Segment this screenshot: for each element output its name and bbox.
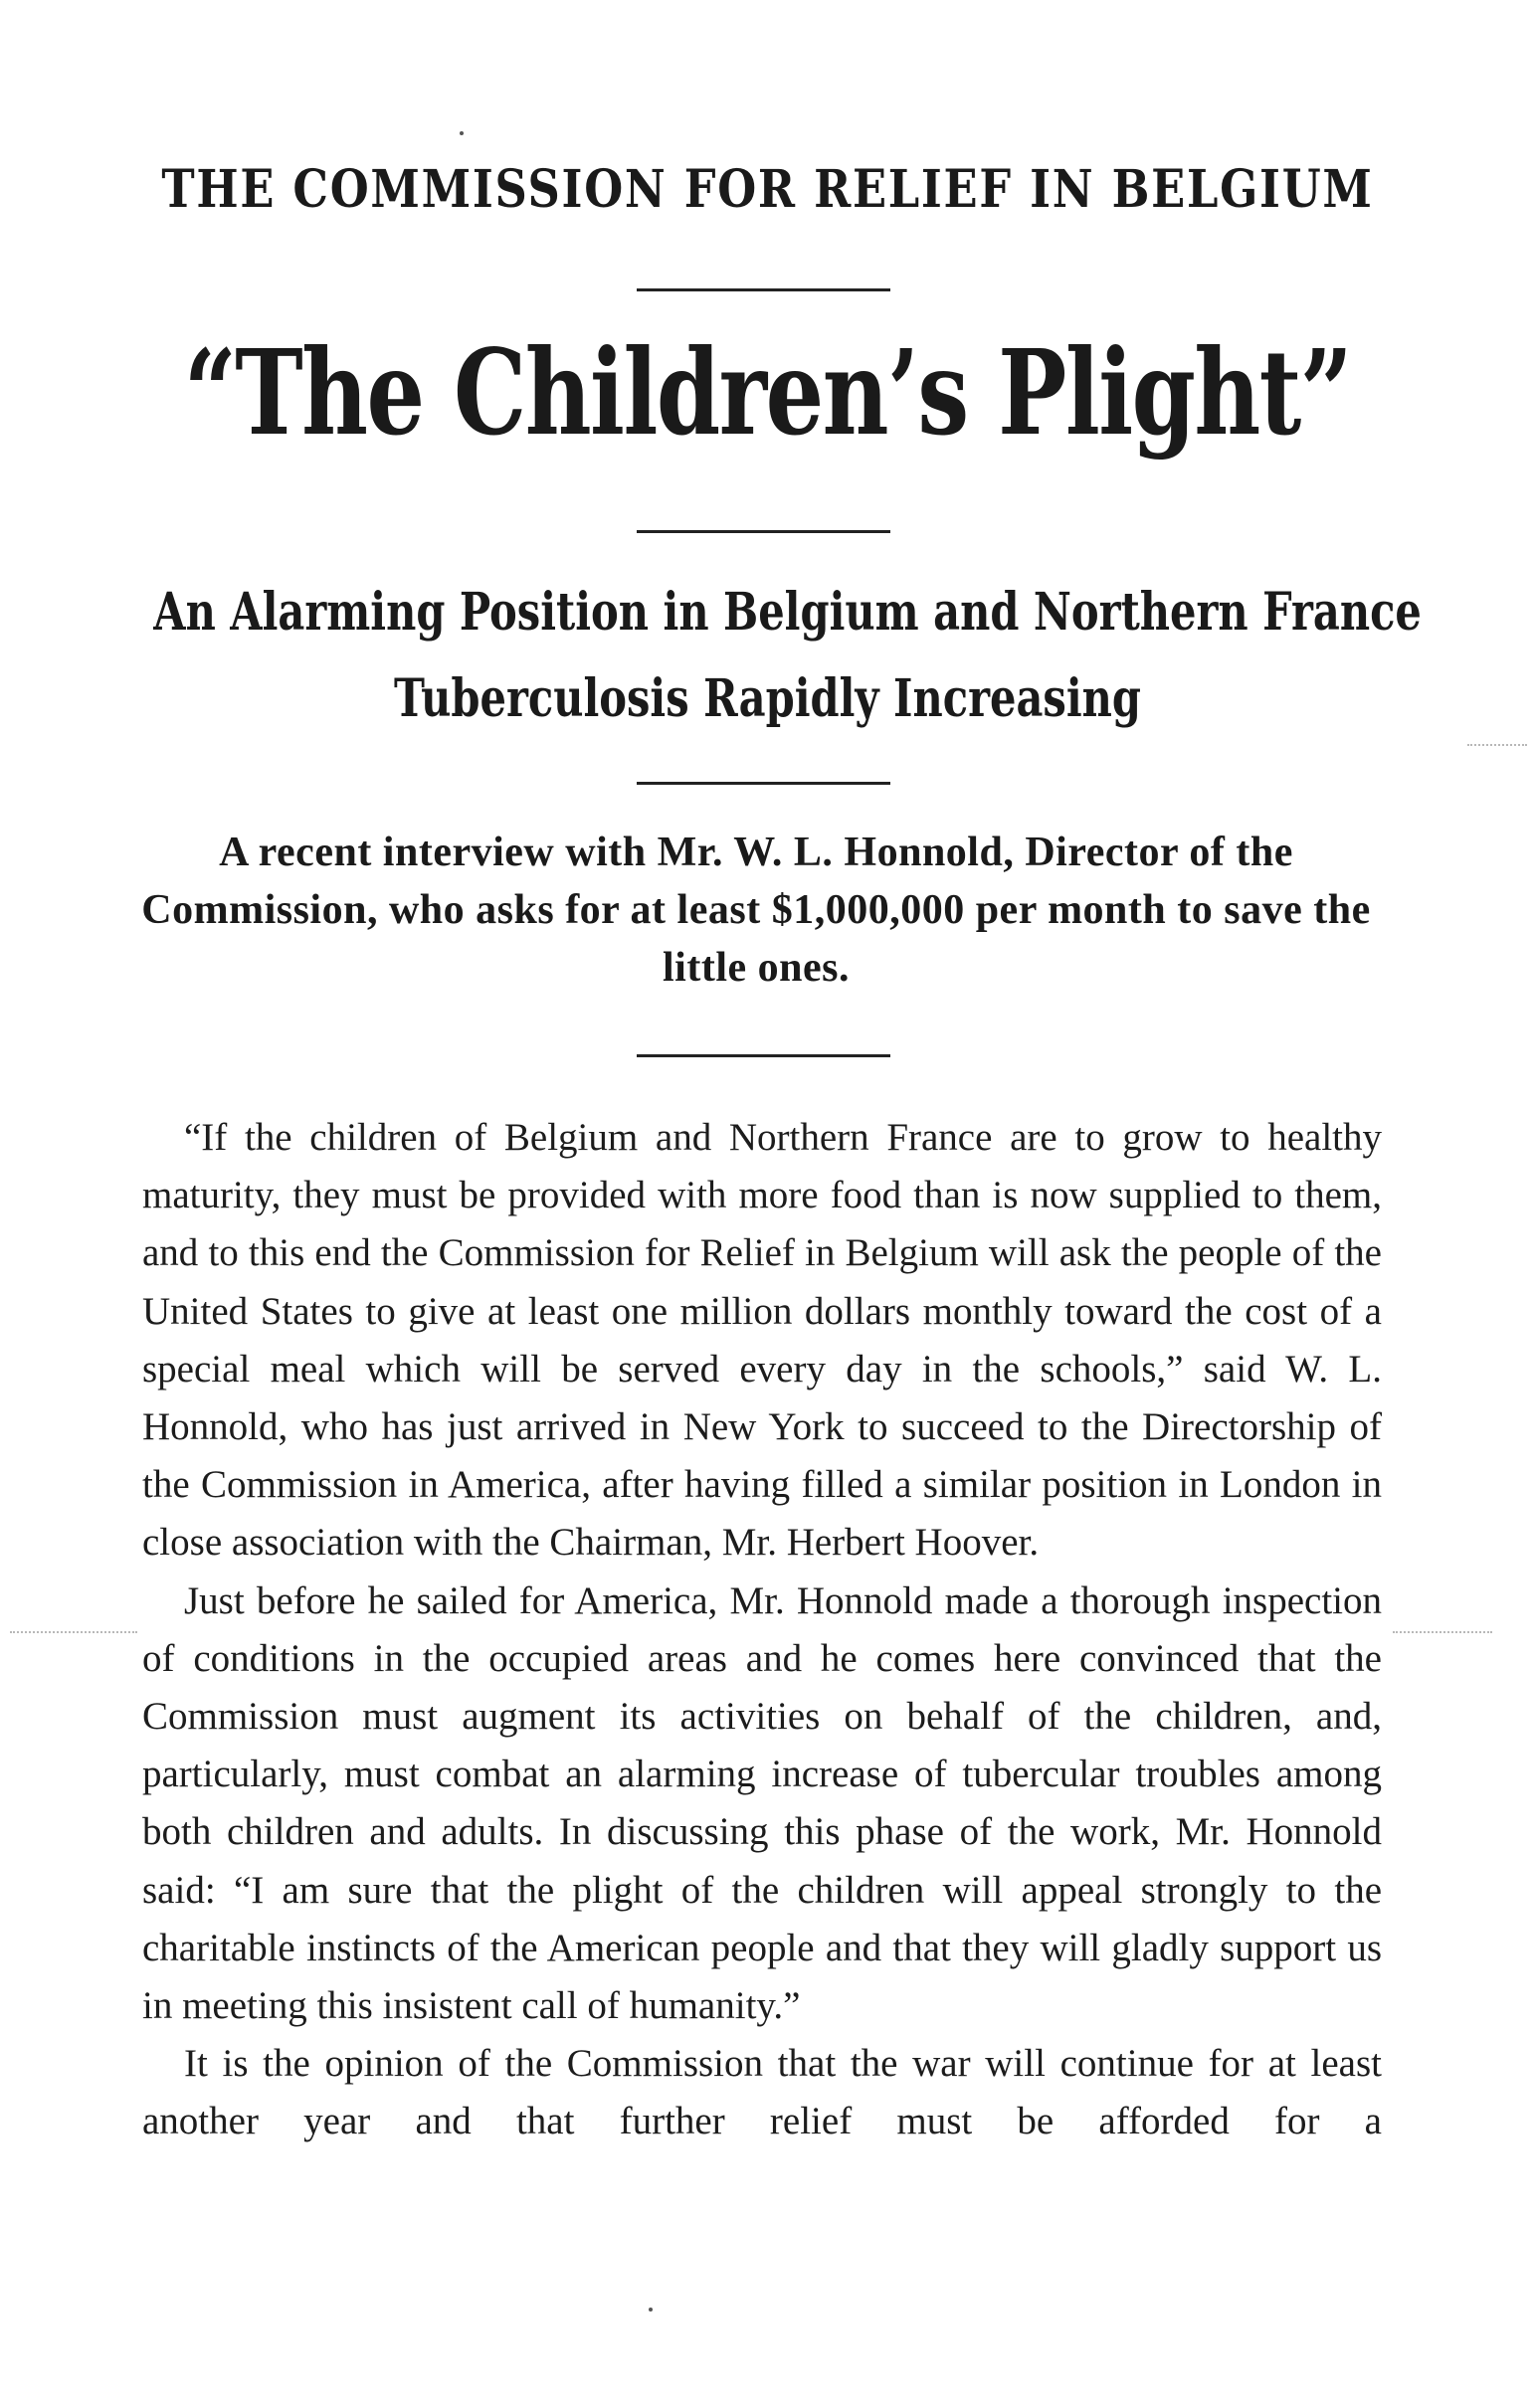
scan-speck (649, 2308, 653, 2312)
paragraph: It is the opinion of the Commission that the war will continue for at least another year and that further relief must be afforded for a (142, 2042, 1382, 2143)
subheading-tuberculosis: Tuberculosis Rapidly Increasing (394, 668, 1141, 729)
intro-summary: A recent interview with Mr. W. L. Honnold, Director of the Commission, who asks for at least $1,000,000 per month to save the little ones. (141, 830, 1371, 991)
page-title: “The Children’s Plight” (183, 323, 1352, 462)
organization-heading: THE COMMISSION FOR RELIEF IN BELGIUM (161, 159, 1374, 220)
scan-smudge (1467, 744, 1527, 747)
paragraph: Just before he sailed for America, Mr. Honnold made a thorough inspection of conditions in the occupied areas and he comes here convinced that the Commission must augment its activities on behalf of the children, and, particularly, must combat an alarming increase of tubercular troubles among both children and adults. In discussing this phase of the work, Mr. Honnold said: “I am sure that the plight of the children will appeal strongly to the charitable instincts of the American people and that they will gladly support us in meeting this insistent call of humanity.” (142, 1578, 1382, 2028)
scan-smudge (10, 1631, 137, 1634)
scan-smudge (1393, 1631, 1492, 1634)
scan-speck (460, 131, 464, 135)
divider-rule (637, 1054, 890, 1057)
article-body (142, 1109, 1382, 2151)
subheading-position: An Alarming Position in Belgium and Northern France (153, 582, 1422, 643)
divider-rule (637, 530, 890, 533)
paragraph: “If the children of Belgium and Northern France are to grow to healthy maturity, they must be provided with more food than is now supplied to them, and to this end the Commission for Relief in Belgium will ask the people of the United States to give at least one million dollars monthly toward the cost of a special meal which will be served every day in the schools,” said W. L. Honnold, who has just arrived in New York to succeed to the Directorship of the Commission in America, after having filled a similar position in London in close association with the Chairman, Mr. Herbert Hoover. (142, 1116, 1382, 1565)
divider-rule (637, 288, 890, 291)
divider-rule (637, 782, 890, 785)
